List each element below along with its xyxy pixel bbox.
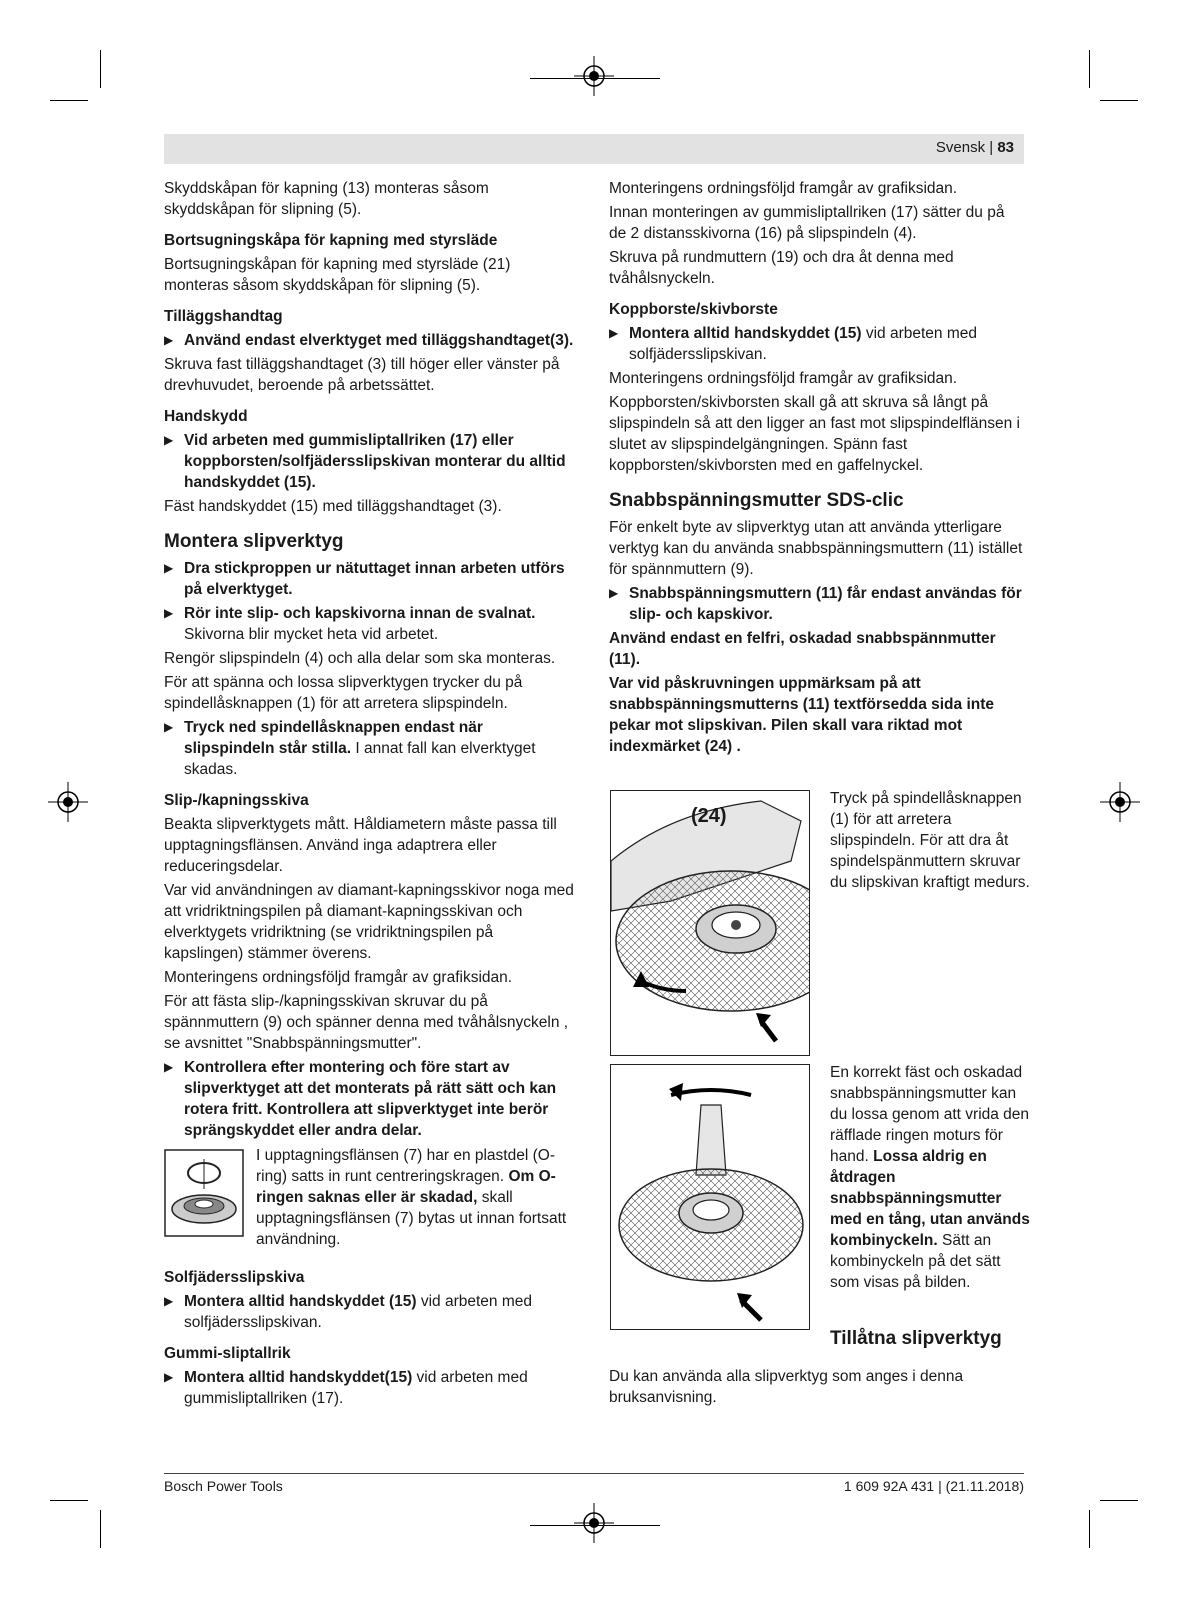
warning-bullet: ▶ Montera alltid handskyddet (15) vid arbeten med solfjädersslipskivan. (609, 323, 1024, 365)
paragraph: Monteringens ordningsföljd framgår av grafiksidan. (609, 370, 958, 387)
crop-mark (50, 100, 88, 101)
paragraph: Skruva fast tilläggshandtaget (3) till höger eller vänster på drevhuvudet, beroende på arbetssättet. (164, 356, 560, 394)
header-language: Svensk (935, 139, 986, 156)
crop-mark (1100, 100, 1138, 101)
crop-mark (50, 1500, 88, 1501)
header-text: Svensk | 83 (935, 139, 1014, 156)
paragraph: Fäst handskyddet (15) med tilläggshandtaget (3). (164, 498, 502, 515)
warning-bullet: ▶ Montera alltid handskyddet(15) vid arbeten med gummisliptallriken (17). (164, 1367, 574, 1409)
paragraph: För att fästa slip-/kapningsskivan skruvar du på spännmuttern (9) och spänner denna med tvåhålsnyckeln , se avsnittet "Snabbspänningsmutter". (164, 993, 569, 1052)
warning-bullet: ▶ Dra stickproppen ur nätuttaget innan arbeten utförs på elverktyget. (164, 558, 574, 600)
figure-mount-wheel (610, 790, 810, 1056)
paragraph: Skyddskåpan för kapning (13) monteras såsom skyddskåpan för slipning (5). (164, 180, 489, 218)
paragraph: Beakta slipverktygets mått. Håldiametern måste passa till upptagningsflänsen. Använd inga adaptrera eller reduceringsdelar. (164, 816, 557, 875)
paragraph: Monteringens ordningsföljd framgår av grafiksidan. (164, 969, 513, 986)
subheading: Slip-/kapningsskiva (164, 792, 309, 809)
page-number: 83 (997, 139, 1014, 156)
subheading: Koppborste/skivborste (609, 301, 778, 318)
right-column (609, 178, 1024, 760)
footer-right: 1 609 92A 431 | (21.11.2018) (843, 1478, 1024, 1494)
paragraph: Var vid påskruvningen uppmärksam på att snabbspänningsmutterns (11) textförsedda sida inte pekar mot slipskivan. Pilen skall vara riktad mot indexmärket (24) . (609, 675, 994, 755)
registration-mark-icon (1100, 782, 1140, 822)
paragraph: Du kan använda alla slipverktyg som anges i denna bruksanvisning. (609, 1368, 964, 1406)
figure2-caption (830, 1062, 1030, 1296)
subheading: Bortsugningskåpa för kapning med styrsläde (164, 232, 498, 249)
section-heading: Tillåtna slipverktyg (830, 1328, 1002, 1349)
warning-bullet: ▶ Tryck ned spindellåsknappen endast när slipspindeln står stilla. I annat fall kan elverktyget skadas. (164, 717, 574, 780)
left-column (164, 178, 574, 1412)
loosen-nut-illustration (611, 1065, 809, 1329)
tillatna-text (609, 1366, 1024, 1411)
grinding-wheel-illustration (611, 791, 809, 1055)
crop-mark (1089, 50, 1090, 88)
o-ring-flange-icon (164, 1149, 244, 1237)
figure-loosen-nut (610, 1064, 810, 1330)
footer-rule (164, 1473, 1024, 1474)
warning-bullet: ▶ Snabbspänningsmuttern (11) får endast användas för slip- och kapskivor. (609, 583, 1024, 625)
paragraph: Rengör slipspindeln (4) och alla delar som ska monteras. (164, 650, 556, 667)
crop-mark (100, 50, 101, 88)
figure-callout-label: (24) (691, 805, 727, 827)
figure1-caption (830, 788, 1030, 896)
subheading: Gummi-sliptallrik (164, 1345, 291, 1362)
warning-bullet: ▶ Använd endast elverktyget med tilläggshandtaget(3). (164, 330, 574, 351)
section-heading: Montera slipverktyg (164, 531, 344, 552)
paragraph: För enkelt byte av slipverktyg utan att använda ytterligare verktyg kan du använda snabbspänningsmuttern (11) istället för spännmuttern (9). (609, 519, 1023, 578)
paragraph: Tryck på spindellåsknappen (1) för att arretera slipspindeln. För att dra åt spindelspänmuttern skruvar du slipskivan kraftigt medurs. (830, 790, 1030, 891)
subheading: Solfjädersslipskiva (164, 1269, 305, 1286)
subheading: Tilläggshandtag (164, 308, 283, 325)
registration-mark-icon (48, 782, 88, 822)
paragraph: I upptagningsflänsen (7) har en plastdel (O-ring) satts in runt centreringskragen. Om O-ringen saknas eller är skadad, skall upptagningsflänsen (7) bytas ut innan fortsatt användning. (256, 1147, 567, 1248)
warning-bullet: ▶ Vid arbeten med gummisliptallriken (17) eller koppborsten/solfjädersslipskivan monterar du alltid handskyddet (15). (164, 430, 574, 493)
section-heading: Snabbspänningsmutter SDS-clic (609, 490, 904, 511)
warning-bullet: ▶ Kontrollera efter montering och före start av slipverktyget att det monterats på rätt sätt och kan rotera fritt. Kontrollera att slipverktyget inte berör sprängskyddet eller andra delar. (164, 1057, 574, 1141)
paragraph: Skruva på rundmuttern (19) och dra åt denna med tvåhålsnyckeln. (609, 249, 954, 287)
page-header (164, 134, 1024, 164)
registration-mark-icon (574, 1503, 614, 1543)
paragraph: Bortsugningskåpan för kapning med styrsläde (21) monteras såsom skyddskåpan för slipning (5). (164, 256, 511, 294)
oring-note (164, 1145, 574, 1265)
registration-mark-icon (574, 56, 614, 96)
paragraph: Koppborsten/skivborsten skall gå att skruva så långt på slipspindeln så att den ligger an fast mot slipspindelflänsen i slutet av slipspindelgängningen. Spänn fast koppborsten/skivborsten med en gaffelnyckel. (609, 394, 1020, 474)
paragraph: Använd endast en felfri, oskadad snabbspännmutter (11). (609, 630, 996, 668)
paragraph: Monteringens ordningsföljd framgår av grafiksidan. (609, 180, 958, 197)
footer-left: Bosch Power Tools (164, 1478, 283, 1494)
crop-mark (1100, 1500, 1138, 1501)
crop-mark (1089, 1510, 1090, 1548)
paragraph: Var vid användningen av diamant-kapningsskivor noga med att vridriktningspilen på diamant-kapningsskivan och elverktygets vridriktning (se vridriktningspilen på kapslingen) stämmer överens. (164, 882, 574, 962)
subheading: Handskydd (164, 408, 248, 425)
warning-bullet: ▶ Rör inte slip- och kapskivorna innan de svalnat. Skivorna blir mycket heta vid arbetet. (164, 603, 574, 645)
tillatna-heading-wrap (830, 1328, 1030, 1349)
paragraph: För att spänna och lossa slipverktygen trycker du på spindellåsknappen (1) för att arretera slipspindeln. (164, 674, 523, 712)
paragraph: Innan monteringen av gummisliptallriken (17) sätter du på de 2 distansskivorna (16) på slipspindeln (4). (609, 204, 1005, 242)
crop-mark (100, 1510, 101, 1548)
warning-bullet: ▶ Montera alltid handskyddet (15) vid arbeten med solfjädersslipskivan. (164, 1291, 574, 1333)
paragraph: En korrekt fäst och oskadad snabbspänningsmutter kan du lossa genom att vrida den räfflade ringen moturs för hand. Lossa aldrig en åtdragen snabbspänningsmutter med en tång, utan används kombinyckeln. Sätt an kombinyckeln på det sätt som visas på bilden. (830, 1064, 1030, 1291)
